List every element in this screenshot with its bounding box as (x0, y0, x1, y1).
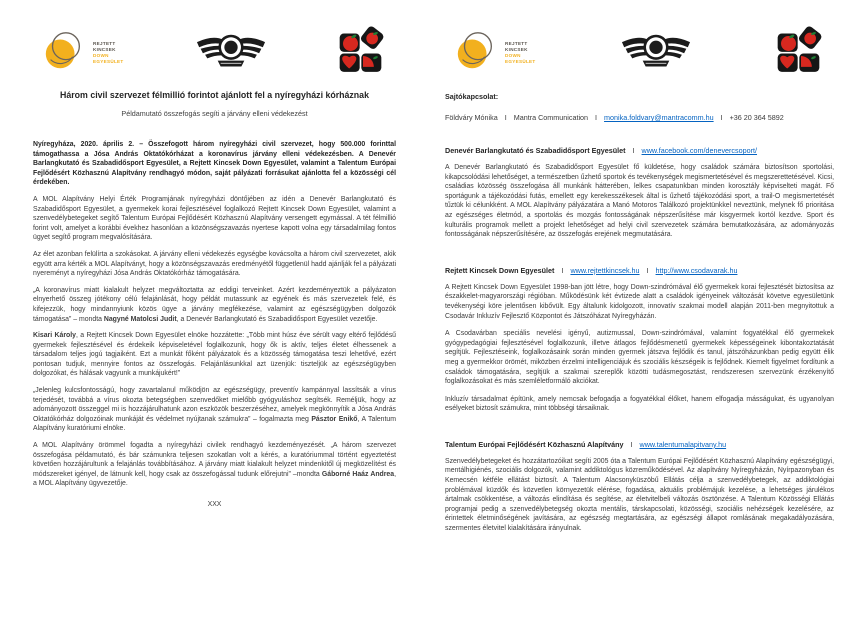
mano-motoros-winged-badge-logo (619, 25, 693, 82)
person-name: Nagyné Matolcsi Judit (103, 315, 177, 323)
quote-text: A MOL Alapítvány örömmel fogadta a nyíregyházi civilek rendhagyó kezdeményezését. „A három szervezet összefogása példamutató, és bár számunkra teljesen szokatlan volt a kérés, a kuratóriummal történt egyeztetést követően hozzájárultunk a felajánlás továbbításához. A járvány miatt kialakult helyzet mindenkitől új megközelítést és módszereket igényel, de látnunk kell, hogy csak az összefogással tudunk előrejutni” –mondta (33, 442, 396, 478)
separator: I (504, 113, 507, 122)
logo-text-line: EGYESÜLET (93, 58, 124, 64)
page-subtitle: Példamutató összefogás segíti a járvány elleni védekezést (121, 109, 308, 118)
paragraph-quote-gaborne (33, 441, 396, 489)
contact-name: Földváry Mónika (445, 113, 498, 122)
rejtett-kincsek-down-logo (41, 28, 124, 79)
quote-text: „Jelenleg kulcsfontosságú, hogy zavartalanul működjön az egészségügy, preventív kampánnyal lassítsák a vírus terjedését, továbbá a vírus okozta betegségben szenvedőket mielőbb gyógyuláshoz segítsék. Reméljük, hogy az adományozott összeggel mi is hozzájárulhatunk azon eszközök beszerzéséhez, amelyek megkönnyítik a Jósa András Oktatókórház dolgozóinak munkáját és védelmet nyújtanak számukra” – fogalmazta meg (33, 387, 396, 423)
logo-text-line: KINCSEK (93, 47, 116, 53)
person-title: , A Talentum Alapítvány kuratóriumi elnöke. (33, 415, 397, 433)
separator: I (632, 146, 635, 155)
facebook-link[interactable]: www.facebook.com/denevercsoport/ (641, 146, 758, 155)
paragraph: Az élet azonban felülírta a szokásokat. A járvány elleni védekezés egységbe kovácsolta a három civil szervezetet, akik együtt arra kérték a MOL Alapítványt, hogy a közönségszavazás eredményétől függetlenül hadd ajánlják fel a pályázati nyereményt a nyíregyházi Jósa András Oktatókórház támogatására. (33, 250, 396, 278)
yellow-pearl-icon (41, 28, 87, 79)
contact-line (445, 113, 834, 122)
paragraph: Inkluzív társadalmat építünk, amely nemcsak befogadja a fogyatékkal élőket, hanem elfogadja másságukat, és ugyanolyan esélyeket biztosít számukra, mint többségi társaiknak. (445, 395, 834, 413)
website-link[interactable]: www.rejtettkincsek.hu (570, 265, 640, 275)
section-heading (445, 146, 834, 155)
person-name: Gáborné Haáz Andrea (321, 470, 395, 478)
org-name: Rejtett Kincsek Down Egyesület (445, 265, 555, 275)
lead-paragraph: Nyíregyháza, 2020. április 2. – Összefogott három nyíregyházi civil szervezet, hogy 500.000 forinttal támogathassa a Jósa András Oktatókórházat a koronavírus járvány elleni védekezésben. A Denevér Barlangkutató és Szabadidősport Egyesület, a Rejtett Kincsek Down Egyesület, valamint a Talentum Európai Fejlődésért Közhasznú Alapítvány rendhagyó módon, saját pályázati forrásukat ajánlotta fel a közösségi cél érdekében. (33, 141, 396, 187)
page-title: Három civil szervezet félmillió forintot ajánlott fel a nyíregyházi kórháznak (60, 90, 369, 100)
logo-text-line: REJTETT (93, 41, 116, 47)
paragraph: A Denevér Barlangkutató és Szabadidősport Egyesület fő küldetése, hogy családok számára biztosítson sportolási, kikapcsolódási lehetőséget, a természetben űzhető sportok és tevékenységek megismertetésével és megszerettetésével. Kicsi, családias közösség összefogása áll munkánk hátterében, lelkes csapatunkban minden korosztály képviselteti magát. Fő sportágunk a tájékozódási futás, emellett egy kerekesszékesek által is űzhető tájékozódási sport, a trail-O megismertetését tűztük ki célunkként. A MOL Alapítvány pályázatára a Manó Motoros Találkozó projektünkkel neveztünk, melynek fő prioritása az egészséges életmód, a sportolás és mozgás fontosságának népszerűsítése már kisgyermek kortól kezdve. Sport és kulturális programok mellett a projekt lehetőséget ad helyi civil szervezetek számára bemutatkozására, az adományozás fontosságának népszerűsítésére, az összefogás erejének megmutatására. (445, 164, 834, 239)
logo-text-line: DOWN (505, 53, 521, 58)
section-heading (445, 440, 834, 449)
contact-company: Mantra Communication (513, 113, 589, 122)
section-rejtett-kincsek (445, 266, 834, 414)
separator: I (630, 439, 633, 449)
press-contact-label: Sajtókapcsolat: (445, 92, 499, 101)
quote-text: „A koronavírus miatt kialakult helyzet megváltoztatta az eddigi terveinket. Azért kezdeményeztük a pályázaton elnyerhető összeg jótékony célú felajánlását, hogy példát mutassunk az egyének és más szervezetek felé, és kifejezzük, hogy mindannyiunk közös ügye a járvány megfékezése, valamint az egészségügyben dolgozók támogatása” – mondta (33, 286, 396, 323)
csodavar-heart-tiles-logo (338, 26, 388, 81)
separator: I (646, 265, 649, 275)
csodavar-heart-tiles-logo (776, 26, 826, 81)
website-link[interactable]: www.talentumalapitvany.hu (639, 439, 727, 449)
person-title: , a Denevér Barlangkutató és Szabadidősport Egyesület vezetője. (176, 315, 378, 323)
logo-text-line: DOWN (93, 53, 109, 58)
yellow-pearl-icon (453, 28, 499, 79)
end-mark: XXX (207, 501, 222, 508)
person-name: Kisari Károly (33, 332, 76, 340)
rejtett-kincsek-down-logo (453, 28, 536, 79)
mano-motoros-winged-badge-logo (194, 25, 268, 82)
logo-row (445, 24, 834, 82)
section-heading (445, 266, 834, 275)
separator: I (595, 113, 598, 122)
quote-text: , a Rejtett Kincsek Down Egyesület elnöke hozzátette: „Több mint húsz éve sérült vagy eltérő fejlődésű gyermekek fejlesztésével és érdekeik képviseletével foglalkozunk, hogy ők is aktív, teljes életet élhessenek a társadalom teljes jogú tagjaiként. Ezt a munkát főként pályázatok és a közösség támogatása teszi lehetővé, ezért pontosan tudjuk, mennyire fontos az összefogás. Felajánlásunkkal azt üzenjük: tiszteljük az egészségügyben dolgozókat, és hálásak vagyunk a munkájukért!” (33, 332, 396, 378)
paragraph-quote-kisari (33, 331, 396, 379)
section-talentum (445, 440, 834, 534)
paragraph-quote-pasztor (33, 386, 396, 434)
paragraph: A Rejtett Kincsek Down Egyesület 1998-ban jött létre, hogy Down-szindrómával élő gyermekek korai fejlesztését biztosítsa az északkelet-magyarországi régióban. Működésünk két évtizede alatt a családok igényeinek változását követve egyesületünk tevékenységi köre jelentősen kibővült. Egy általunk kidolgozott, innovatív szakmai modell alapján 2011-ben megnyitottuk a Csodavár Inkluzív Fejlesztő Központot és Játszóházat Nyíregyházán. (445, 283, 834, 320)
org-name: Denevér Barlangkutató és Szabadidősport Egyesület (445, 146, 626, 155)
separator: I (561, 265, 564, 275)
logo-row (33, 24, 396, 82)
website-link[interactable]: http://www.csodavarak.hu (655, 265, 738, 275)
phone-number: +36 20 364 5892 (729, 113, 784, 122)
paragraph: Szenvedélybetegeket és hozzátartozóikat segíti 2005 óta a Talentum Európai Fejlődésért Közhasznú Alapítvány egészségügyi, mentálhigiénés, szociális dolgozók, valamint addiktológus közreműködésével. Az alapítvány Nyíregyházán, Nyírpazonyban és Kemecsén kétféle ellátást biztosít. A Talentum Alacsonyküszöbű Ellátás célja a szenvedélybetegek, az addiktológiai problémával küzdők és közvetlen környezetük elérése, fogadása, aktuális problémájuk kezelése, a lehetséges járulékos ártalmak csökkentése, a változás elindítása és segítése, az életvitelbeli változás ösztönzése. A Talentum Közösségi Ellátás programjai pedig a szenvedélybetegség okozta mentális, társkapcsolati, közösségi, szociális nehézségek kezelésére, az érintettek életminőségének javítására, az egészség megtartására, az egészségi állapot romlásának megakadályozására, szermentes életvitel kialakítására irányulnak. (445, 457, 834, 533)
person-name: Pásztor Enikő (311, 415, 358, 423)
logo-text-line: KINCSEK (505, 47, 528, 53)
logo-text-line: EGYESÜLET (505, 58, 536, 64)
org-name: Talentum Európai Fejlődésért Közhasznú Alapítvány (445, 439, 624, 449)
email-link[interactable]: monika.foldvary@mantracomm.hu (604, 113, 714, 122)
page-2 (424, 0, 848, 636)
paragraph: A Csodavárban speciális nevelési igényű, autizmussal, Down-szindrómával, valamint fogyatékkal élő gyermekek gyógypedagógiai fejlesztésével foglalkozunk, illetve átlagos fejlődésmenetű gyermekek képességeinek kibontakoztatását segítjük. Fejlesztéseink, foglalkozásaink során minden gyermek játszva fejlődik és tanul, játszóházunkban pedig együtt élik meg a gyermekkor örömét, miközben érzelmi intelligenciájuk és szociális készségeik is fejlődnek. Kiemelt figyelmet fordítunk a családok támogatására, segítjük a szakmai szereplők közötti tudásmegosztást, rendszeresen szervezünk érzékenyítő foglalkozásokat és más szemléletformáló akciókat. (445, 330, 834, 386)
separator: I (720, 113, 723, 122)
paragraph: A MOL Alapítvány Helyi Érték Programjának nyíregyházi döntőjében az idén a Denevér Barlangkutató és Szabadidősport Egyesület, a gyermekek korai fejlesztésével foglalkozó Rejtett Kincsek Down Egyesület, valamint a szenvedélybetegeket segítő Talentum Európai Fejlődésért Közhasznú Alapítvány versengett egymással. A tét félmillió forint volt, amelyet a korábbi évekhez hasonlóan a közönségszavazás nyertese kapott volna egy társadalmilag fontos ügyet segítő program megvalósítására. (33, 195, 396, 242)
paragraph-quote-nagyne (33, 286, 396, 324)
logo-text-line: REJTETT (505, 41, 528, 47)
person-title: , a MOL Alapítvány ügyvezetője. (33, 470, 397, 488)
section-denever (445, 146, 834, 240)
